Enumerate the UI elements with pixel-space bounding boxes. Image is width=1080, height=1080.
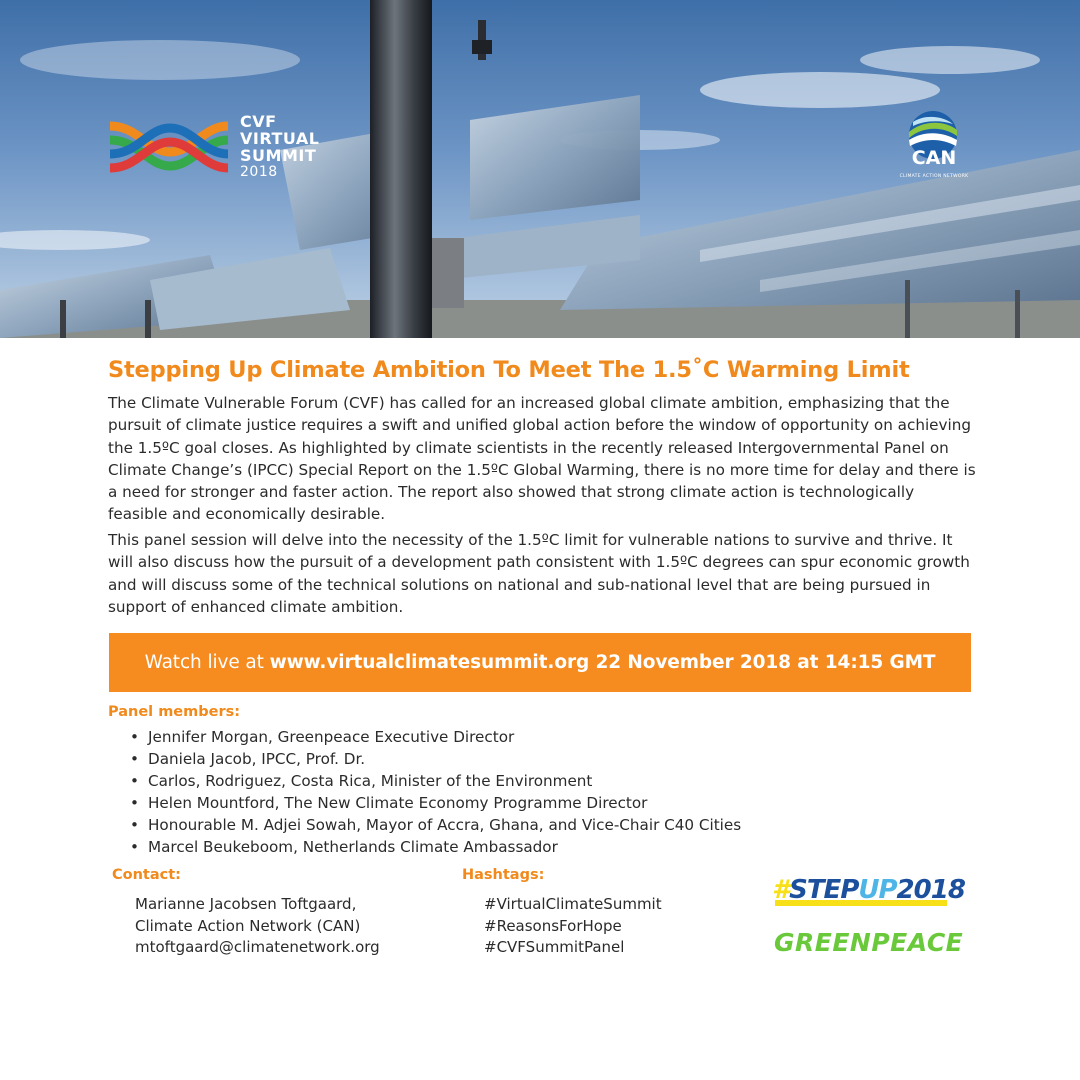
list-item: • Jennifer Morgan, Greenpeace Executive Director	[130, 726, 741, 748]
hashtag[interactable]: #VirtualClimateSummit	[484, 895, 662, 913]
banner-prefix: Watch live at	[144, 652, 270, 673]
list-item: • Honourable M. Adjei Sowah, Mayor of Accra, Ghana, and Vice-Chair C40 Cities	[130, 814, 741, 836]
banner-link[interactable]: www.virtualclimatesummit.org 22 November 2018 at 14:15 GMT	[269, 652, 936, 673]
stepup-hash: #	[772, 875, 790, 905]
contact-block	[135, 894, 380, 959]
stepup-2018-logo	[772, 872, 965, 908]
stepup-up: UP	[858, 875, 897, 905]
stepup-year: 2018	[896, 875, 965, 905]
cvf-summit-wordmark	[240, 113, 319, 181]
cvf-line3: SUMMIT	[240, 146, 317, 165]
contact-org: Climate Action Network (CAN)	[135, 916, 361, 935]
can-subtitle: CLIMATE ACTION NETWORK	[899, 174, 969, 179]
event-title: Stepping Up Climate Ambition To Meet The 1.5˚C Warming Limit	[108, 357, 910, 383]
list-item: • Helen Mountford, The New Climate Economy Programme Director	[130, 792, 741, 814]
watch-live-banner[interactable]	[109, 633, 971, 692]
intro-paragraph: The Climate Vulnerable Forum (CVF) has called for an increased global climate ambition, emphasizing that the pursuit of climate justice requires a swift and unified global action before the window of opportunity on achieving the 1.5ºC goal closes. As highlighted by climate scientists in the recently released Intergovernmental Panel on Climate Change’s (IPCC) Special Report on the 1.5ºC Global Warming, there is no more time for delay and there is a need for stronger and faster action. The report also showed that strong climate action is technologically feasible and economically desirable.	[108, 394, 976, 524]
panel-members-list	[130, 726, 741, 858]
cvf-line1: CVF	[240, 112, 277, 131]
hashtag[interactable]: #ReasonsForHope	[484, 916, 622, 935]
contact-label: Contact:	[112, 867, 181, 883]
list-item: • Marcel Beukeboom, Netherlands Climate Ambassador	[130, 836, 741, 858]
panel-members-label: Panel members:	[108, 704, 241, 720]
cvf-year: 2018	[240, 164, 278, 180]
session-paragraph: This panel session will delve into the necessity of the 1.5ºC limit for vulnerable nations to survive and thrive. It will also discuss how the pursuit of a development path consistent with 1.5ºC degrees can spur economic growth and will discuss some of the technical solutions on national and sub-national level that are being pursued in support of enhanced climate ambition.	[108, 531, 970, 616]
hashtags-label: Hashtags:	[462, 867, 545, 883]
can-wordmark: CAN	[911, 147, 957, 169]
list-item: • Carlos, Rodriguez, Costa Rica, Minister of the Environment	[130, 770, 741, 792]
cvf-line2: VIRTUAL	[240, 129, 320, 148]
stepup-step: STEP	[789, 875, 859, 905]
contact-email[interactable]: mtoftgaard@climatenetwork.org	[135, 938, 380, 956]
hashtag[interactable]: #CVFSummitPanel	[484, 938, 625, 956]
contact-name: Marianne Jacobsen Toftgaard,	[135, 895, 357, 913]
list-item: • Daniela Jacob, IPCC, Prof. Dr.	[130, 748, 741, 770]
hashtags-block	[484, 894, 662, 959]
hero-banner	[0, 0, 1080, 338]
greenpeace-logo: GREENPEACE	[774, 928, 964, 957]
